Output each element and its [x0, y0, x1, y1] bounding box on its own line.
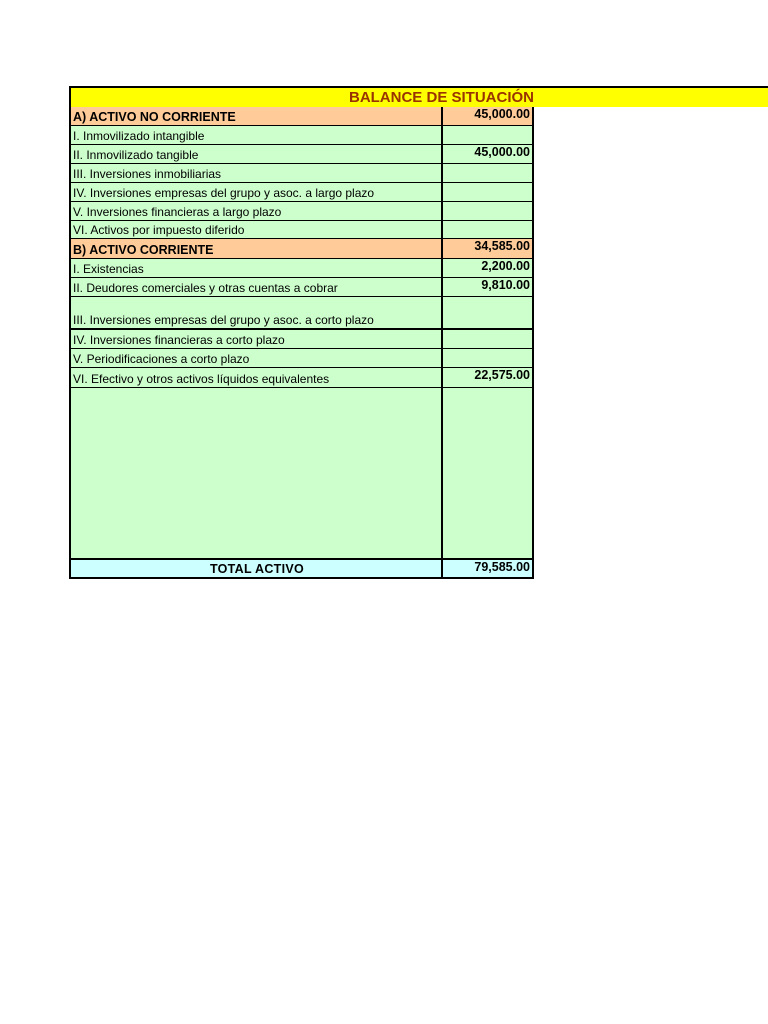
row-value: 34,585.00	[474, 239, 530, 253]
row-value	[443, 221, 532, 238]
row-value	[443, 330, 532, 348]
total-value: 79,585.00	[474, 560, 530, 574]
table-row-section-b[interactable]	[71, 239, 532, 259]
row-label: VI. Activos por impuesto diferido	[71, 221, 443, 238]
table-row[interactable]	[71, 145, 532, 164]
table-row[interactable]	[71, 183, 532, 202]
table-row-empty[interactable]	[71, 388, 532, 560]
row-label: VI. Efectivo y otros activos líquidos equivalentes	[71, 368, 443, 387]
table-row[interactable]	[71, 349, 532, 368]
table-row[interactable]	[71, 221, 532, 239]
row-label: I. Inmovilizado intangible	[71, 126, 443, 144]
row-value	[443, 297, 532, 328]
row-value: 45,000.00	[474, 145, 530, 159]
row-value	[443, 164, 532, 182]
row-label: II. Deudores comerciales y otras cuentas a cobrar	[71, 278, 443, 296]
table-row[interactable]	[71, 278, 532, 297]
sheet-title: BALANCE DE SITUACIÓN	[348, 89, 534, 106]
row-label: III. Inversiones empresas del grupo y asoc. a corto plazo	[71, 297, 443, 328]
table-row[interactable]	[71, 330, 532, 349]
table-row[interactable]	[71, 126, 532, 145]
row-value	[443, 349, 532, 367]
table-row[interactable]	[71, 259, 532, 278]
table-row[interactable]	[71, 297, 532, 330]
table-row[interactable]	[71, 368, 532, 388]
row-value: 22,575.00	[474, 368, 530, 382]
row-label: II. Inmovilizado tangible	[71, 145, 443, 163]
row-value	[443, 183, 532, 201]
row-value	[443, 388, 532, 558]
title-row[interactable]	[69, 86, 768, 107]
row-label: A) ACTIVO NO CORRIENTE	[71, 107, 443, 125]
row-label: III. Inversiones inmobiliarias	[71, 164, 443, 182]
table-row-section-a[interactable]	[71, 107, 532, 126]
row-value	[443, 126, 532, 144]
row-label: I. Existencias	[71, 259, 443, 277]
table-row[interactable]	[71, 164, 532, 183]
row-label: V. Periodificaciones a corto plazo	[71, 349, 443, 367]
total-label: TOTAL ACTIVO	[71, 560, 443, 577]
row-value: 45,000.00	[474, 107, 530, 121]
row-value: 2,200.00	[481, 259, 530, 273]
table-row[interactable]	[71, 202, 532, 221]
row-label: IV. Inversiones financieras a corto plazo	[71, 330, 443, 348]
row-value	[443, 202, 532, 220]
row-label	[71, 388, 443, 558]
table-row-total[interactable]	[71, 560, 532, 579]
row-label: B) ACTIVO CORRIENTE	[71, 239, 443, 258]
row-value: 9,810.00	[481, 278, 530, 292]
row-label: V. Inversiones financieras a largo plazo	[71, 202, 443, 220]
asset-table	[69, 107, 534, 579]
row-label: IV. Inversiones empresas del grupo y asoc. a largo plazo	[71, 183, 443, 201]
